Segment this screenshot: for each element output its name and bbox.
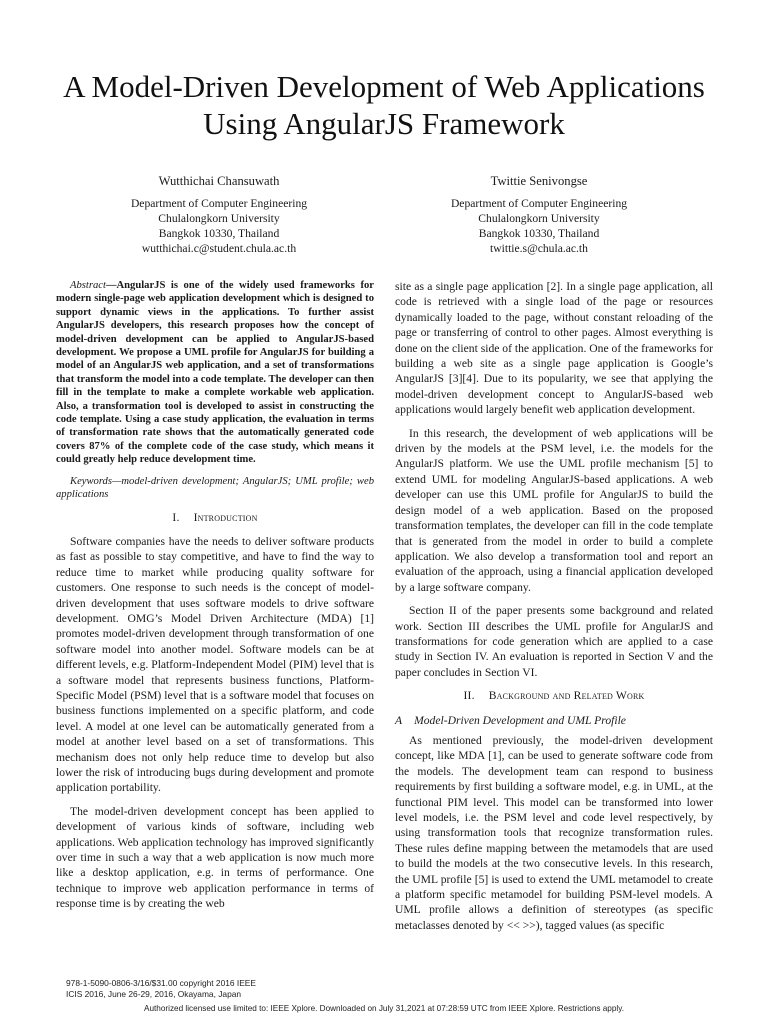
keywords-lead: Keywords (70, 475, 112, 487)
section-number: II. (463, 689, 475, 703)
author-department: Department of Computer Engineering (450, 197, 628, 210)
author-address: Bangkok 10330, Thailand (478, 227, 600, 240)
paragraph: site as a single page application [2]. In a single page application, all code is retrieved with a single load of the page or resources dynamically loaded to the page, without constant reloading of the page or transferring of control to other pages. Almost everything is done on the client side of the application. One of the frameworks for building a web site as a single page application is Google’s AngularJS [3][4]. Due to its popularity, we see that applying the model-driven development concept to AngularJS-based web applications would largely benefit web application development. (395, 280, 713, 417)
footer-conference: ICIS 2016, June 26-29, 2016, Okayama, Japan (66, 989, 242, 999)
author-university: Chulalongkorn University (158, 212, 280, 225)
subsection-heading (395, 713, 713, 728)
author-block-2 (389, 174, 689, 256)
title-line-2: Using AngularJS Framework (203, 106, 565, 141)
paragraph: Section II of the paper presents some background and related work. Section III describes the UML profile for AngularJS and transformations for code generation which are applied to a case study in Section IV. An evaluation is reported in Section V and the paper concludes in Section VI. (395, 604, 713, 679)
left-column (56, 279, 374, 920)
paper-title (0, 68, 768, 142)
copyright-footer (66, 978, 256, 1000)
keywords (56, 475, 374, 502)
abstract-text: AngularJS is one of the widely used frameworks for modern single-page web application development which is designed to support dynamic views in the applications. To further assist AngularJS developers, this research proposes how the concept of model-driven development can be applied to AngularJS-based development. We propose a UML profile for AngularJS for building a model of an AngularJS web application, and a set of transformations that transform the model into a code template. The developer can then fill in the template to make a complete workable web application. Also, a transformation tool is developed to assist in constructing the code template. Using a case study application, the evaluation in terms of transformation rate shows that the automatically generated code covers 87% of the complete code of the case study, which means it could greatly help reduce development time. (56, 280, 374, 466)
author-department: Department of Computer Engineering (130, 197, 308, 210)
author-name: Wutthichai Chansuwath (158, 174, 280, 188)
author-email: wutthichai.c@student.chula.ac.th (141, 242, 297, 255)
author-name: Twittie Senivongse (490, 174, 588, 188)
abstract-dash: — (105, 280, 117, 291)
section-title: Introduction (193, 510, 258, 524)
subsection-letter: A (395, 713, 403, 727)
author-address: Bangkok 10330, Thailand (158, 227, 280, 240)
footer-isbn: 978-1-5090-0806-3/16/$31.00 copyright 2016 IEEE (66, 978, 256, 988)
paragraph: As mentioned previously, the model-driven development concept, like MDA [1], can be used to generate software code from the models. The development team can respond to business requirements by first building a software model, e.g. in UML, at the functional PIM level. This model can be transformed into lower level models, i.e. the PSM level and code level respectively, by using transformation tools that recognize transformation rules. These rules define mapping between the metamodels that are used to build the models at the two consecutive levels. In this research, the UML profile [5] is used to extend the UML metamodel to create a platform specific metamodel for building PSM-level models. A UML profile allows a definition of stereotypes (as specific metaclasses denoted by << >>), tagged values (as specific (395, 733, 713, 932)
paragraph: In this research, the development of web applications will be driven by the models at the PSM level, i.e. the models for the AngularJS platform. We use the UML profile mechanism [5] to extend UML for modeling AngularJS-based applications. A web developer can use this UML profile for AngularJS to build the design model of a web application. Based on the proposed transformation templates, the developer can fill in the code template that is generated from the model in order to build a complete application. We also develop a transformation tool and report an evaluation of the approach, using a financial application developed by a large software company. (395, 426, 713, 594)
author-university: Chulalongkorn University (478, 212, 600, 225)
keywords-text: model-driven development; AngularJS; UML profile; web applications (56, 475, 374, 501)
paragraph: The model-driven development concept has been applied to development of various kinds of software, including web applications. Web application technology has improved significantly over time in such a way that a web application is now much more like a desktop application, e.g. in terms of performance. One technique to improve web application performance in terms of response time is by creating the web (56, 804, 374, 911)
section-heading-background (395, 688, 713, 703)
right-column (395, 279, 713, 941)
abstract (56, 279, 374, 467)
section-number: I. (172, 510, 180, 524)
keywords-dash: — (111, 475, 122, 487)
author-email: twittie.s@chula.ac.th (490, 242, 588, 255)
author-block-1 (69, 174, 369, 256)
abstract-lead: Abstract (70, 280, 106, 291)
section-heading-introduction (56, 510, 374, 525)
subsection-title: Model-Driven Development and UML Profile (414, 713, 626, 727)
section-title: Background and Related Work (488, 689, 645, 703)
paragraph: Software companies have the needs to deliver software products as fast as possible to stay competitive, and have to find the way to reduce time to market while producing quality software for customers. One response to such needs is the concept of model-driven development that uses software models to drive software development. OMG’s Model Driven Architecture (MDA) [1] promotes model-driven development through transformation of one software model into another model. Software models can be at different levels, e.g. Platform-Independent Model (PIM) level that is a software model that represents business functions, Platform-Specific Model (PSM) level that is a software model that focuses on business functions implemented on a specific platform, and code level. A model at one level can be automatically generated from a model at another level based on a set of transformations. This mechanism does not only help reduce time to develop but also lower the risk of introducing bugs during development and promote application portability. (56, 534, 374, 795)
title-line-1: A Model-Driven Development of Web Applications (63, 69, 705, 104)
license-notice: Authorized licensed use limited to: IEEE Xplore. Downloaded on July 31,2021 at 07:28:59 UTC from IEEE Xplore. Restrictions apply. (144, 1004, 624, 1013)
